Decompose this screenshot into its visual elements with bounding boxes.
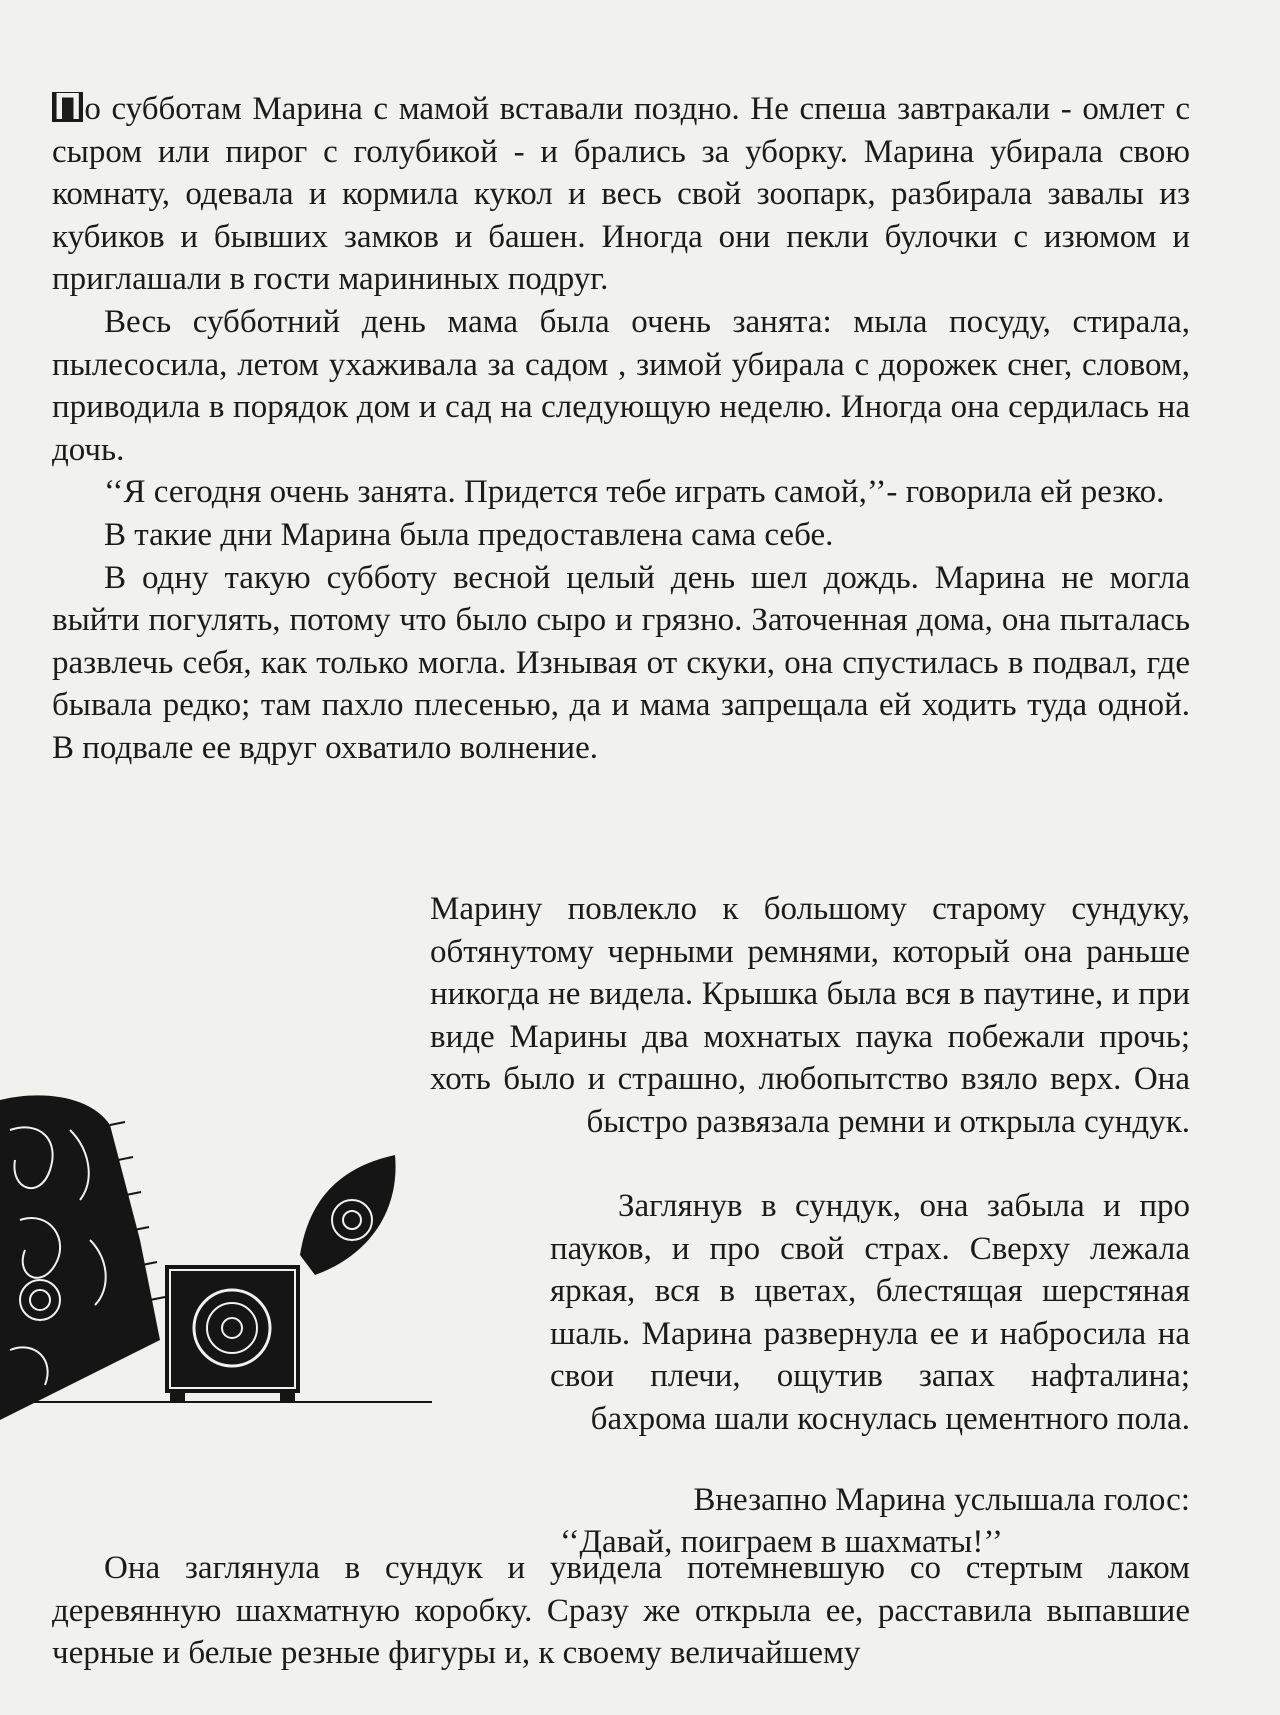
wrap-block-1 [430, 888, 1190, 1144]
bottom-text-block [52, 1547, 1190, 1675]
paragraph-3: ‘‘Я сегодня очень занята. Придется тебе играть самой,’’- говорила ей резко. [104, 474, 1165, 511]
wrap-block-3 [550, 1479, 1190, 1522]
wrap-text-2: Заглянув в сундук, она забыла и про пауков, и про свой страх. Сверху лежала яркая, вся в цветах, блестящая шерстяная шаль. Марина развернула ее и набросила на свои плечи, ощутив запах нафталина; бахрома шали коснулась цементного пола. [550, 1188, 1190, 1437]
paragraph-4: В такие дни Марина была предоставлена сама себе. [104, 516, 834, 553]
paragraph-1 [52, 88, 1190, 301]
paragraph-1-text: о субботам Марина с мамой вставали поздно. Не спеша завтракали - омлет с сыром или пирог с голубикой - и брались за уборку. Марина убирала свою комнату, одевала и кормила кукол и весь свой зоопарк, разбирала завалы из кубиков и бывших замков и башен. Иногда они пекли булочки с изюмом и приглашали в гости марининых подруг. [52, 91, 1190, 298]
paragraph-bottom: Она заглянула в сундук и увидела потемневшую со стертым лаком деревянную шахматную коробку. Сразу же открыла ее, расставила выпавшие черные и белые резные фигуры и, к своему величайшему [52, 1550, 1190, 1672]
chest-shawl-illustration [0, 1090, 440, 1490]
drop-cap: П [54, 86, 82, 128]
quote-line: ‘‘Давай, поиграем в шахматы!’’ [560, 1524, 1003, 1560]
wrap-block-2 [550, 1185, 1190, 1441]
wrap-text-3: Внезапно Марина услышала голос: [693, 1482, 1190, 1518]
paragraph-2: Весь субботний день мама была очень занята: мыла посуду, стирала, пылесосила, летом ухаживала за садом , зимой убирала с дорожек снег, словом, приводила в порядок дом и сад на следующую неделю. Иногда она сердилась на дочь. [52, 303, 1190, 468]
wrap-text-1: Марину повлекло к большому старому сундуку, обтянутому черными ремнями, который она раньше никогда не видела. Крышка была вся в паутине, и при виде Марины два мохнатых паука побежали прочь; хоть было и страшно, любопытство взяло верх. Она быстро развязала ремни и открыла сундук. [430, 891, 1190, 1140]
paragraph-5: В одну такую субботу весной целый день шел дождь. Марина не могла выйти погулять, потому что было сыро и грязно. Заточенная дома, она пыталась развлечь себя, как только могла. Изнывая от скуки, она спустилась в подвал, где бывала редко; там пахло плесенью, да и мама запрещала ей ходить туда одной. В подвале ее вдруг охватило волнение. [52, 559, 1190, 766]
top-text-block [52, 88, 1190, 770]
